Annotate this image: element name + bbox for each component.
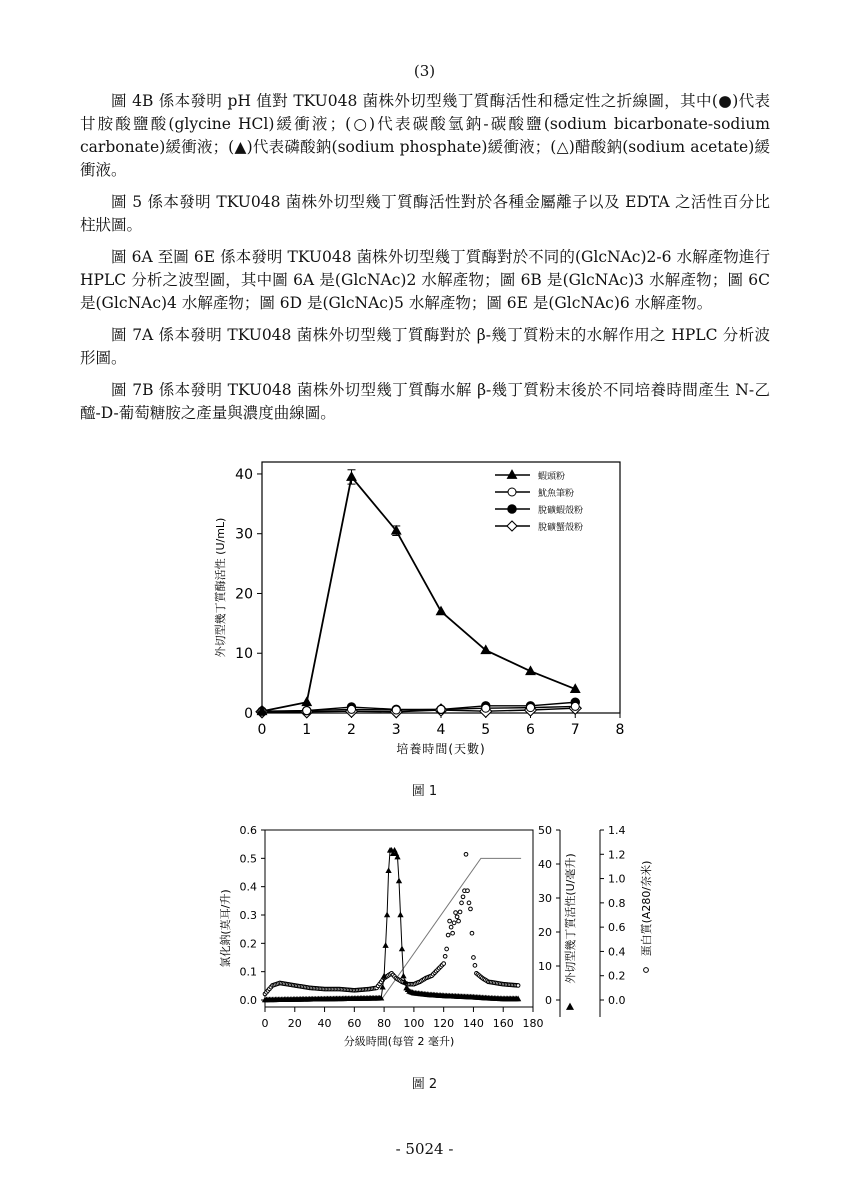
protein-point bbox=[442, 962, 446, 966]
x-tick-label: 100 bbox=[403, 1017, 425, 1030]
page-number-header: (3) bbox=[413, 62, 436, 80]
left-y-tick-label: 0.3 bbox=[239, 909, 257, 922]
protein-point bbox=[516, 984, 520, 988]
mid-y-tick-label: 30 bbox=[538, 892, 552, 905]
legend-marker bbox=[508, 488, 516, 496]
activity-point bbox=[401, 974, 406, 978]
legend-label: 脫礦蟹殼粉 bbox=[538, 523, 584, 533]
x-tick-label: 0 bbox=[261, 1017, 269, 1030]
right-y-tick-label: 0.4 bbox=[608, 945, 626, 959]
plot-frame bbox=[262, 462, 620, 713]
x-tick-label: 3 bbox=[391, 722, 401, 738]
protein-point bbox=[454, 911, 458, 915]
left-y-tick-label: 0.2 bbox=[239, 937, 257, 951]
left-y-tick-label: 0.6 bbox=[239, 824, 257, 837]
protein-point bbox=[469, 907, 473, 911]
x-tick-label: 0 bbox=[257, 722, 267, 738]
x-tick-label: 120 bbox=[433, 1017, 455, 1030]
data-point bbox=[302, 697, 312, 706]
activity-point bbox=[400, 946, 405, 950]
figure-2-chart bbox=[0, 815, 849, 1075]
y-tick-label: 40 bbox=[235, 466, 253, 483]
right-y-tick-label: 1.0 bbox=[608, 872, 626, 886]
data-point bbox=[482, 704, 490, 712]
activity-point bbox=[398, 912, 403, 916]
legend-marker bbox=[507, 521, 517, 531]
protein-point bbox=[466, 889, 470, 893]
mid-y-tick-label: 0 bbox=[545, 994, 552, 1007]
paragraph-fig7b: 圖 7B 係本發明 TKU048 菌株外切型幾丁質酶水解 β-幾丁質粉末後於不同培養時間產生 N-乙醯-D-葡萄糖胺之產量與濃度曲線圖。 bbox=[80, 381, 770, 422]
protein-point bbox=[472, 956, 476, 960]
protein-point bbox=[457, 919, 461, 923]
data-point bbox=[392, 706, 400, 714]
right-y-axis-label: 蛋白質(A280/奈米) bbox=[640, 860, 653, 957]
activity-point bbox=[397, 878, 402, 882]
right-y-tick-label: 0.2 bbox=[608, 969, 626, 983]
y-tick-label: 30 bbox=[235, 526, 253, 543]
data-point bbox=[571, 702, 579, 710]
body-text bbox=[80, 90, 770, 434]
protein-point bbox=[467, 901, 471, 905]
data-point bbox=[347, 472, 357, 481]
figure-1-caption: 圖 1 bbox=[411, 784, 438, 799]
legend-label: 蝦頭粉 bbox=[538, 472, 566, 482]
protein-point bbox=[464, 852, 468, 856]
legend-marker bbox=[508, 505, 517, 514]
right-y-tick-label: 0.0 bbox=[608, 994, 626, 1007]
right-y-tick-label: 1.2 bbox=[608, 848, 626, 862]
x-axis-label: 分級時間(每管 2 毫升) bbox=[343, 1035, 455, 1048]
legend-label: 魷魚筆粉 bbox=[538, 489, 575, 499]
paragraph-fig4b: 圖 4B 係本發明 pH 值對 TKU048 菌株外切型幾丁質酶活性和穩定性之折線圖，其中(●)代表甘胺酸鹽酸(glycine HCl)緩衝液；(○)代表碳酸氫鈉-碳酸鹽(sodium bicarbonate-sodium carbonate)緩衝液；(▲)代表磷酸鈉(sodium phosphate)緩衝液；(△)醋酸鈉(sodium acetate)緩衝液。 bbox=[80, 92, 770, 179]
x-tick-label: 20 bbox=[287, 1017, 302, 1030]
right-y-tick-label: 0.8 bbox=[608, 896, 626, 910]
protein-point bbox=[445, 947, 449, 951]
x-tick-label: 4 bbox=[436, 722, 446, 738]
left-y-tick-label: 0.0 bbox=[239, 994, 257, 1007]
x-tick-label: 80 bbox=[377, 1017, 392, 1030]
x-tick-label: 160 bbox=[492, 1017, 514, 1030]
x-tick-label: 2 bbox=[347, 722, 356, 738]
right-y-tick-label: 1.4 bbox=[608, 824, 626, 837]
y-tick-label: 0 bbox=[244, 706, 253, 722]
legend-marker bbox=[507, 470, 517, 479]
protein-point bbox=[473, 964, 477, 968]
activity-point bbox=[386, 868, 391, 872]
protein-point bbox=[461, 895, 465, 899]
mid-axis-legend-marker bbox=[567, 1004, 574, 1010]
x-tick-label: 180 bbox=[522, 1017, 544, 1030]
protein-point bbox=[460, 901, 464, 905]
x-axis-label: 培養時間(天數) bbox=[396, 742, 486, 756]
paragraph-fig6: 圖 6A 至圖 6E 係本發明 TKU048 菌株外切型幾丁質酶對於不同的(GlcNAc)2-6 水解產物進行 HPLC 分析之波型圖，其中圖 6A 是(GlcNAc)2 水解產物；圖 6B 是(GlcNAc)3 水解產物；圖 6C 是(GlcNAc)4 水解產物；圖 6D 是(GlcNAc)5 水解產物；圖 6E 是(GlcNAc)6 水解產物。 bbox=[80, 248, 770, 312]
paragraph-fig5: 圖 5 係本發明 TKU048 菌株外切型幾丁質酶活性對於各種金屬離子以及 EDTA 之活性百分比柱狀圖。 bbox=[80, 193, 770, 234]
x-tick-label: 5 bbox=[481, 722, 491, 738]
protein-point bbox=[446, 933, 450, 937]
x-tick-label: 7 bbox=[570, 722, 580, 738]
legend-label: 脫礦蝦殼粉 bbox=[538, 506, 584, 516]
y-tick-label: 20 bbox=[235, 586, 253, 603]
protein-point bbox=[449, 925, 453, 929]
mid-y-axis-label: 外切型幾丁質活性(U/毫升) bbox=[564, 853, 577, 984]
activity-point bbox=[383, 943, 388, 947]
y-axis-label: 外切型幾丁質酶活性 (U/mL) bbox=[214, 517, 227, 658]
data-point bbox=[303, 707, 311, 715]
protein-point bbox=[451, 931, 455, 935]
data-point bbox=[437, 705, 445, 713]
figure-2-caption: 圖 2 bbox=[411, 1077, 438, 1092]
left-y-tick-label: 0.5 bbox=[239, 852, 257, 866]
protein-point bbox=[455, 915, 459, 919]
series-line bbox=[262, 477, 575, 711]
data-point bbox=[348, 705, 356, 713]
x-tick-label: 40 bbox=[317, 1017, 332, 1030]
left-y-tick-label: 0.1 bbox=[239, 965, 257, 979]
x-tick-label: 8 bbox=[615, 722, 625, 738]
data-point bbox=[436, 606, 446, 615]
left-y-tick-label: 0.4 bbox=[239, 880, 257, 894]
x-tick-label: 1 bbox=[302, 722, 312, 738]
mid-y-tick-label: 40 bbox=[538, 858, 552, 871]
y-tick-label: 10 bbox=[235, 646, 253, 663]
x-tick-label: 140 bbox=[462, 1017, 484, 1030]
protein-point bbox=[470, 931, 474, 935]
x-tick-label: 6 bbox=[526, 722, 535, 738]
figure-1-chart bbox=[0, 450, 849, 810]
right-y-tick-label: 0.6 bbox=[608, 921, 626, 935]
protein-point bbox=[448, 919, 452, 923]
data-point bbox=[527, 704, 535, 712]
left-y-axis-label: 氯化鈉(莫耳/升) bbox=[219, 889, 232, 968]
activity-point bbox=[385, 912, 390, 916]
mid-y-tick-label: 20 bbox=[538, 926, 552, 939]
x-tick-label: 60 bbox=[347, 1017, 362, 1030]
protein-point bbox=[458, 910, 462, 914]
mid-y-tick-label: 50 bbox=[538, 824, 552, 837]
protein-point bbox=[443, 954, 447, 958]
right-axis-legend-marker bbox=[644, 968, 649, 973]
protein-point bbox=[452, 921, 456, 925]
mid-y-tick-label: 10 bbox=[538, 960, 552, 973]
page-number-footer: - 5024 - bbox=[395, 1140, 454, 1158]
paragraph-fig7a: 圖 7A 係本發明 TKU048 菌株外切型幾丁質酶對於 β-幾丁質粉末的水解作用之 HPLC 分析波形圖。 bbox=[80, 326, 770, 367]
